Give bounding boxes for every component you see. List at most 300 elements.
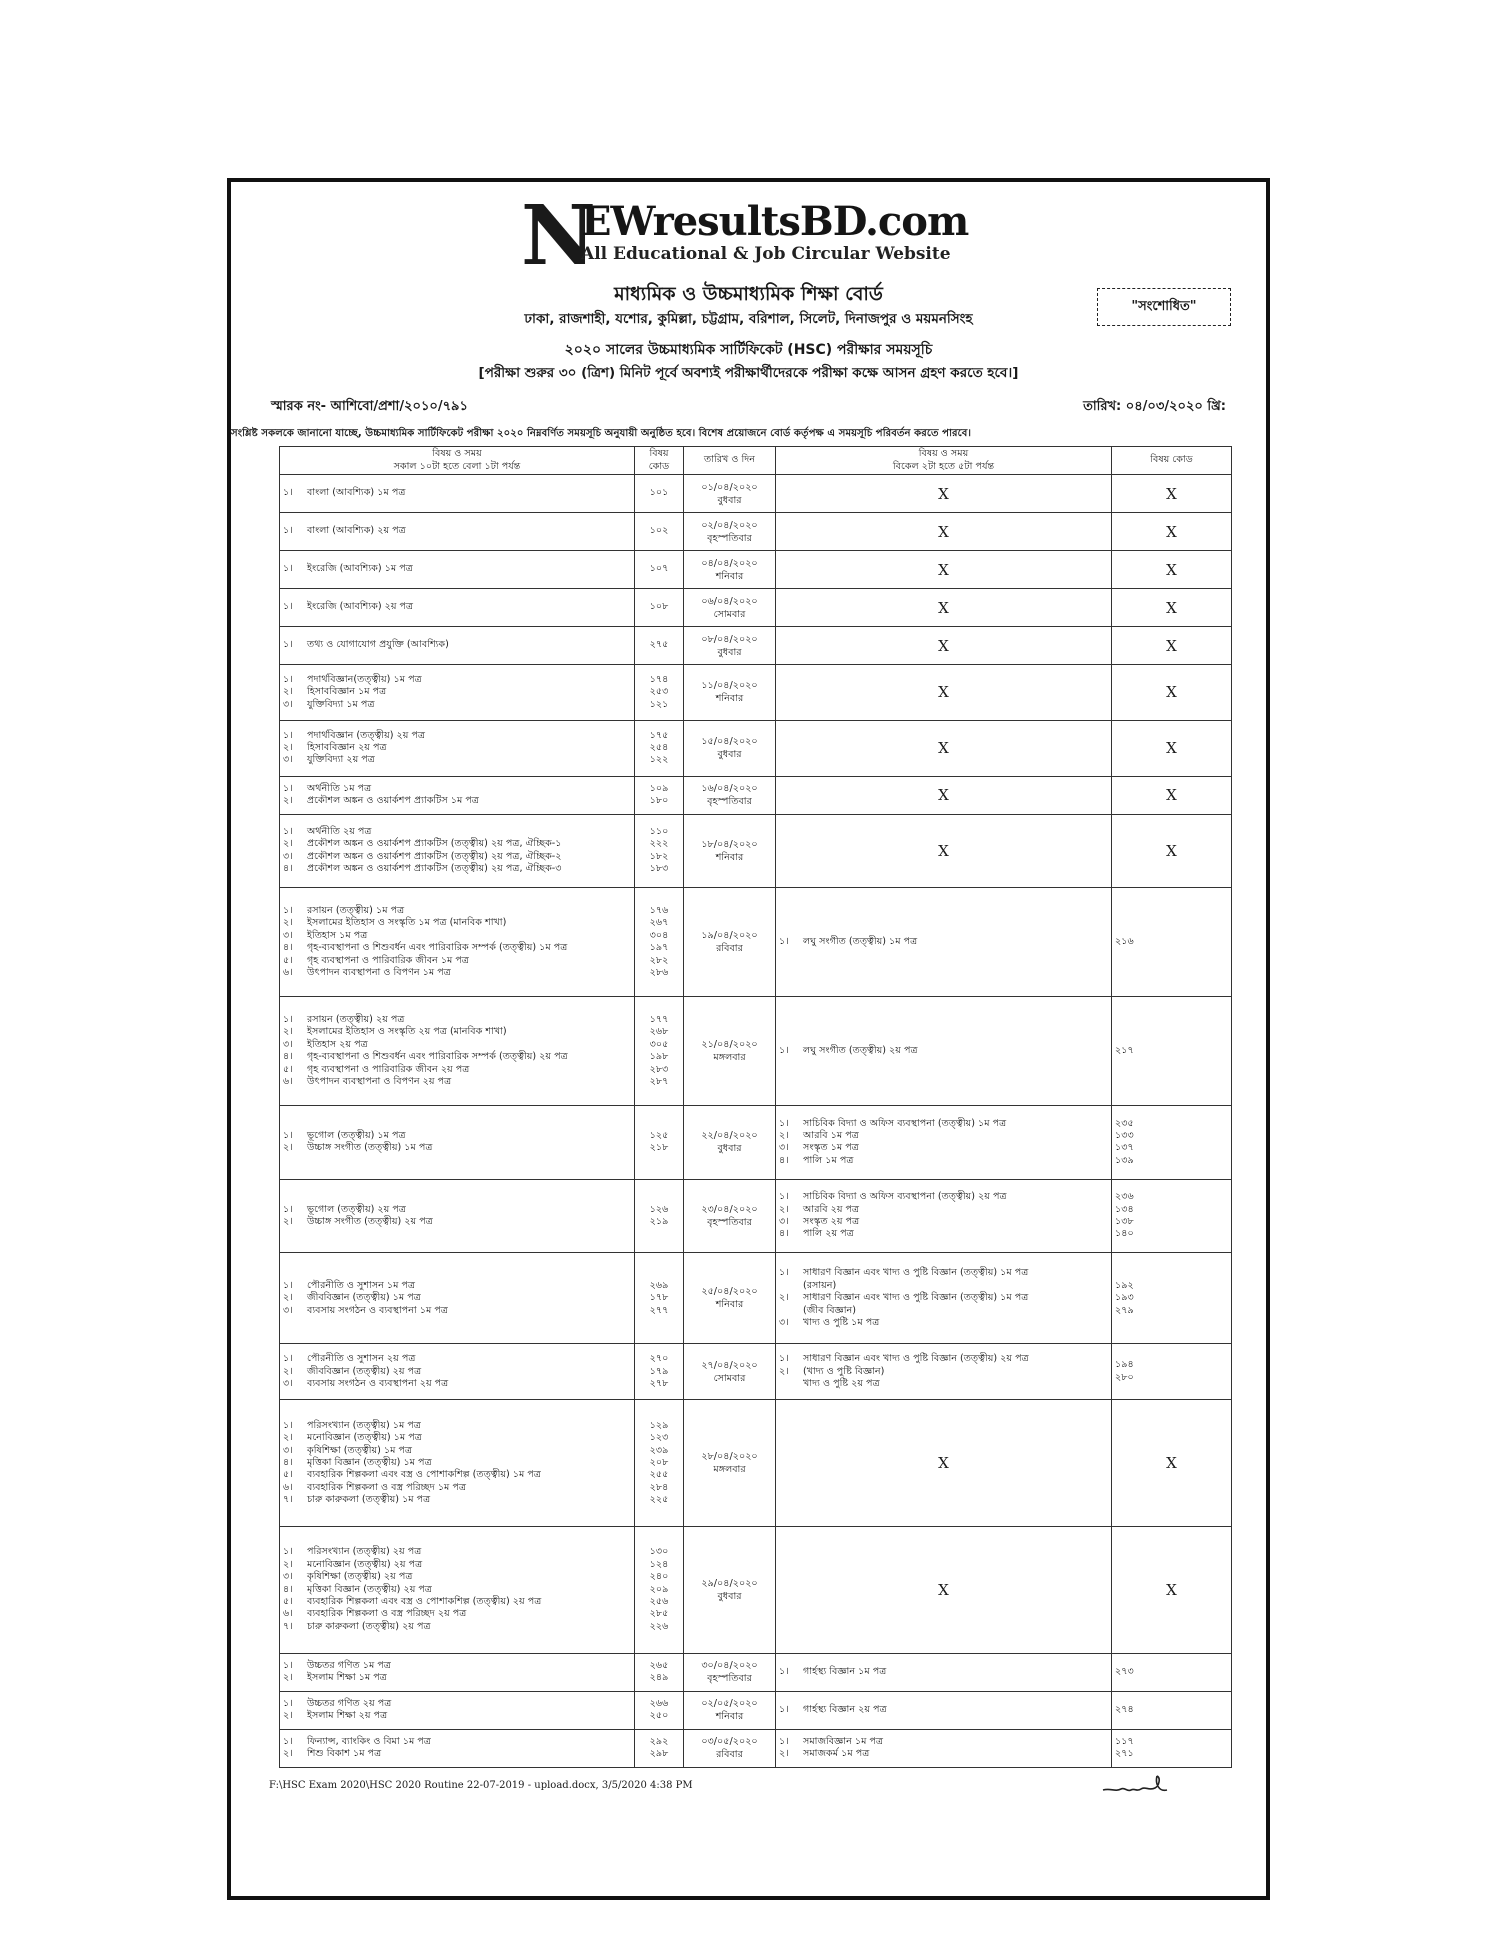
serial-number: ৩।: [779, 1316, 789, 1328]
afternoon-subject-code: ১৯৪: [1115, 1359, 1134, 1371]
subject-code: ২৯৮: [649, 1748, 669, 1760]
afternoon-subject-name: (রসায়ন): [803, 1279, 837, 1291]
subject-line: [283, 1559, 631, 1571]
subject-code: ২৫৩: [649, 686, 669, 698]
table-row: [280, 551, 1232, 589]
subject-line: [283, 525, 631, 537]
serial-number: ৩।: [283, 1304, 293, 1316]
subject-line: [283, 1432, 631, 1444]
subject-name: উচ্চতর গণিত ২য় পত্র: [307, 1697, 392, 1709]
afternoon-subject-name: সাচিবিক বিদ্যা ও অফিস ব্যবস্থাপনা (তত্ত্বীয়) ১ম পত্র: [803, 1117, 1007, 1129]
morning-subjects-cell: [280, 997, 635, 1106]
serial-number: ২।: [283, 838, 293, 850]
table-row: [280, 513, 1232, 551]
subject-code: ২৭৫: [649, 639, 669, 651]
exam-day: বৃহস্পতিবার: [707, 1673, 752, 1685]
table-row: [280, 1106, 1232, 1180]
afternoon-code-none-mark: X: [1112, 589, 1232, 627]
subject-code-cell: [635, 665, 684, 721]
morning-subjects-cell: [280, 1729, 635, 1767]
serial-number: ২।: [779, 1130, 789, 1142]
serial-number: ৫।: [283, 1596, 293, 1608]
table-row: [280, 888, 1232, 997]
routine-sheet: [227, 178, 1270, 1900]
subject-code: ১২১: [649, 698, 669, 710]
afternoon-subject-name: সংস্কৃত ২য় পত্র: [803, 1215, 860, 1227]
table-row: [280, 589, 1232, 627]
afternoon-code-cell: [1112, 1691, 1232, 1729]
afternoon-subject-line: [779, 1378, 1108, 1390]
afternoon-subject-name: আরবি ১ম পত্র: [803, 1130, 859, 1142]
morning-subjects-cell: [280, 1691, 635, 1729]
morning-subjects-cell: [280, 720, 635, 776]
afternoon-subjects-cell: [776, 1179, 1112, 1253]
subject-code-cell: [635, 720, 684, 776]
serial-number: ১।: [283, 639, 293, 651]
subject-line: [283, 1571, 631, 1583]
subject-code: ২৫৫: [649, 1469, 669, 1481]
morning-subjects-cell: [280, 513, 635, 551]
subject-code: ১৯৮: [649, 1051, 669, 1063]
table-row: [280, 1729, 1232, 1767]
serial-number: ৪।: [283, 942, 293, 954]
subject-name: মৃত্তিকা বিজ্ঞান (তত্ত্বীয়) ২য় পত্র: [307, 1583, 432, 1595]
table-row: [280, 776, 1232, 814]
table-row: [280, 997, 1232, 1106]
logo-mark: N: [521, 188, 592, 284]
exam-date-cell: [684, 1344, 776, 1400]
exam-date: ০১/০৪/২০২০: [701, 481, 758, 493]
afternoon-subject-name: গার্হস্থ্য বিজ্ঞান ২য় পত্র: [803, 1704, 887, 1716]
afternoon-subject-line: [779, 1305, 1108, 1317]
afternoon-subject-name: সংস্কৃত ১ম পত্র: [803, 1142, 859, 1154]
serial-number: ২।: [283, 686, 293, 698]
serial-number: ১।: [779, 1191, 789, 1203]
serial-number: ৩।: [779, 1215, 789, 1227]
morning-subjects-cell: [280, 1179, 635, 1253]
issue-date: তারিখ: ০৪/০৩/২০২০ খ্রি:: [1083, 399, 1226, 414]
afternoon-none-mark: X: [776, 551, 1112, 589]
table-row: [280, 814, 1232, 888]
subject-name: জীববিজ্ঞান (তত্ত্বীয়) ১ম পত্র: [307, 1292, 421, 1304]
afternoon-subject-code: ২৭৪: [1115, 1704, 1134, 1716]
subject-line: [283, 754, 631, 766]
subject-code: ২৮৭: [649, 1075, 669, 1087]
serial-number: ২।: [779, 1748, 789, 1760]
header-text: বিকেল ২টা হতে ৫টা পর্যন্ত: [892, 460, 995, 472]
table-row: [280, 1253, 1232, 1344]
afternoon-subjects-cell: [776, 997, 1112, 1106]
subject-code: ২৭৭: [649, 1304, 669, 1316]
serial-number: ৪।: [779, 1154, 789, 1166]
subject-line: [283, 730, 631, 742]
subject-code: ২৭০: [649, 1353, 669, 1365]
serial-number: ৬।: [283, 1608, 293, 1620]
table-header-row: [280, 447, 1232, 475]
serial-number: ২।: [283, 1710, 293, 1722]
subject-code: ১৮২: [649, 850, 669, 862]
subject-line: [283, 1366, 631, 1378]
afternoon-subject-code: ১৩৩: [1115, 1130, 1134, 1142]
subject-name: পৌরনীতি ও সুশাসন ২য় পত্র: [307, 1353, 416, 1365]
afternoon-subject-code: ১১৭: [1115, 1735, 1134, 1747]
exam-date: ০৪/০৪/২০২০: [701, 557, 758, 569]
subject-code-cell: [635, 1400, 684, 1527]
serial-number: ২।: [283, 742, 293, 754]
subject-line: [283, 1660, 631, 1672]
afternoon-subject-name: সমাজকর্ম ১ম পত্র: [803, 1748, 870, 1760]
afternoon-subject-code: ২৩৬: [1115, 1191, 1134, 1203]
subject-name: শিশু বিকাশ ১ম পত্র: [307, 1748, 382, 1760]
subject-code: ২০৮: [649, 1456, 669, 1468]
morning-subjects-cell: [280, 1653, 635, 1691]
afternoon-subject-name: সাধারণ বিজ্ঞান এবং খাদ্য ও পুষ্টি বিজ্ঞান (তত্ত্বীয়) ১ম পত্র: [803, 1292, 1029, 1304]
afternoon-subject-line: [779, 1366, 1108, 1378]
subject-name: মনোবিজ্ঞান (তত্ত্বীয়) ১ম পত্র: [307, 1432, 422, 1444]
exam-date-cell: [684, 589, 776, 627]
subject-line: [283, 1546, 631, 1558]
subject-code: ১২৯: [649, 1419, 669, 1431]
subject-line: [283, 1457, 631, 1469]
afternoon-code-none-mark: X: [1112, 1400, 1232, 1527]
exam-date: ২২/০৪/২০২০: [701, 1130, 758, 1142]
afternoon-subjects-cell: [776, 888, 1112, 997]
afternoon-none-mark: X: [776, 513, 1112, 551]
table-row: [280, 720, 1232, 776]
serial-number: ৪।: [283, 1051, 293, 1063]
exam-date-cell: [684, 475, 776, 513]
subject-code: ২৬৮: [649, 1026, 669, 1038]
subject-code: ২৬৯: [649, 1279, 669, 1291]
exam-day: শনিবার: [715, 693, 744, 705]
subject-code: ১২২: [649, 754, 669, 766]
routine-body: [280, 475, 1232, 1768]
serial-number: ১।: [283, 563, 293, 575]
afternoon-subject-line: [779, 1317, 1108, 1329]
subject-code: ১৭৫: [649, 729, 669, 741]
serial-number: ১।: [779, 1666, 789, 1678]
subject-name: পদার্থবিজ্ঞান (তত্ত্বীয়) ২য় পত্র: [307, 729, 426, 741]
serial-number: ৩।: [283, 850, 293, 862]
serial-number: ১।: [779, 1044, 789, 1056]
afternoon-subjects-cell: [776, 1253, 1112, 1344]
subject-code-cell: [635, 814, 684, 888]
afternoon-subject-name: সাচিবিক বিদ্যা ও অফিস ব্যবস্থাপনা (তত্ত্বীয়) ২য় পত্র: [803, 1191, 1007, 1203]
serial-number: ২।: [283, 917, 293, 929]
afternoon-subjects-cell: [776, 1691, 1112, 1729]
table-row: [280, 1400, 1232, 1527]
subject-line: [283, 863, 631, 875]
subject-line: [283, 1353, 631, 1365]
table-row: [280, 1653, 1232, 1691]
serial-number: ১।: [283, 1013, 293, 1025]
subject-name: কৃষিশিক্ষা (তত্ত্বীয়) ২য় পত্র: [307, 1571, 413, 1583]
exam-date: ১৬/০৪/২০২০: [701, 783, 758, 795]
subject-line: [283, 1608, 631, 1620]
afternoon-subject-name: আরবি ২য় পত্র: [803, 1203, 860, 1215]
subject-name: গৃহ-ব্যবস্থাপনা ও শিশুবর্ধন এবং পারিবারিক সম্পর্ক (তত্ত্বীয়) ১ম পত্র: [307, 942, 568, 954]
exam-day: রবিবার: [716, 943, 743, 955]
subject-line: [283, 1482, 631, 1494]
serial-number: ১।: [779, 1353, 789, 1365]
exam-date-cell: [684, 513, 776, 551]
subject-name: ইতিহাস ২য় পত্র: [307, 1038, 368, 1050]
serial-number: ৩।: [283, 754, 293, 766]
subject-code: ২৩৯: [649, 1444, 669, 1456]
afternoon-subject-code: ২৩৫: [1115, 1117, 1134, 1129]
exam-day: মঙ্গলবার: [713, 1052, 746, 1064]
subject-code: ২৮৩: [649, 1063, 669, 1075]
subject-name: পরিসংখ্যান (তত্ত্বীয়) ১ম পত্র: [307, 1419, 421, 1431]
subject-line: [283, 1051, 631, 1063]
afternoon-code-none-mark: X: [1112, 665, 1232, 721]
subject-name: উৎপাদন ব্যবস্থাপনা ও বিপণন ১ম পত্র: [307, 966, 451, 978]
afternoon-subject-line: [779, 1736, 1108, 1748]
header-text: তারিখ ও দিন: [704, 454, 755, 466]
subject-name: ইসলামের ইতিহাস ও সংস্কৃতি ২য় পত্র (মানবিক শাখা): [307, 1026, 507, 1038]
exam-date: ২৭/০৪/২০২০: [701, 1359, 758, 1371]
subject-name: ইংরেজি (আবশ্যিক) ১ম পত্র: [307, 563, 413, 575]
afternoon-code-cell: [1112, 1729, 1232, 1767]
subject-line: [283, 563, 631, 575]
serial-number: ২।: [779, 1365, 789, 1377]
subject-name: চারু কারুকলা (তত্ত্বীয়) ১ম পত্র: [307, 1494, 431, 1506]
exam-date-cell: [684, 1400, 776, 1527]
table-row: [280, 665, 1232, 721]
serial-number: ৩।: [283, 929, 293, 941]
morning-subjects-cell: [280, 551, 635, 589]
serial-number: ২।: [283, 1142, 293, 1154]
subject-code: ১২৬: [649, 1203, 669, 1215]
serial-number: ১।: [283, 1659, 293, 1671]
afternoon-none-mark: X: [776, 475, 1112, 513]
subject-name: হিসাববিজ্ঞান ২য় পত্র: [307, 742, 387, 754]
serial-number: ১।: [283, 601, 293, 613]
exam-date: ২১/০৪/২০২০: [701, 1039, 758, 1051]
subject-line: [283, 1064, 631, 1076]
subject-name: ব্যবসায় সংগঠন ও ব্যবস্থাপনা ১ম পত্র: [307, 1304, 448, 1316]
exam-date-cell: [684, 627, 776, 665]
afternoon-subject-name: সমাজবিজ্ঞান ১ম পত্র: [803, 1735, 884, 1747]
subject-line: [283, 1420, 631, 1432]
afternoon-code-cell: [1112, 1653, 1232, 1691]
subject-line: [283, 1130, 631, 1142]
subject-line: [283, 930, 631, 942]
afternoon-none-mark: X: [776, 776, 1112, 814]
morning-subjects-cell: [280, 1344, 635, 1400]
subject-name: প্রকৌশল অঙ্কন ও ওয়ার্কশপ প্র্যাকটিস ১ম পত্র: [307, 795, 479, 807]
subject-code: ১০১: [649, 487, 669, 499]
serial-number: ১।: [283, 1353, 293, 1365]
header-afternoon-code: [1112, 447, 1232, 475]
board-title: মাধ্যমিক ও উচ্চমাধ্যমিক শিক্ষা বোর্ড: [614, 283, 883, 305]
memo-number: স্মারক নং- আশিবো/প্রশা/২০১০/৭৯১: [271, 399, 468, 414]
header-text: বিষয় কোড: [1150, 454, 1193, 466]
exam-date-cell: [684, 720, 776, 776]
afternoon-code-none-mark: X: [1112, 627, 1232, 665]
routine-table: [279, 446, 1232, 1768]
afternoon-subject-line: [779, 1280, 1108, 1292]
exam-date-cell: [684, 1691, 776, 1729]
afternoon-subject-name: খাদ্য ও পুষ্টি ২য় পত্র: [803, 1378, 880, 1390]
exam-day: বৃহস্পতিবার: [707, 796, 752, 808]
morning-subjects-cell: [280, 776, 635, 814]
subject-code: ১০৯: [649, 782, 669, 794]
exam-date-cell: [684, 551, 776, 589]
serial-number: ৫।: [283, 1469, 293, 1481]
subject-line: [283, 795, 631, 807]
table-row: [280, 1179, 1232, 1253]
afternoon-subject-line: [779, 1204, 1108, 1216]
exam-date-cell: [684, 814, 776, 888]
afternoon-code-cell: [1112, 1253, 1232, 1344]
serial-number: ২।: [283, 1672, 293, 1684]
exam-date-cell: [684, 1179, 776, 1253]
afternoon-subjects-cell: [776, 1344, 1112, 1400]
afternoon-subjects-cell: [776, 1653, 1112, 1691]
afternoon-code-none-mark: X: [1112, 720, 1232, 776]
afternoon-subject-line: [779, 1228, 1108, 1240]
subject-code: ২৯২: [649, 1735, 669, 1747]
serial-number: ২।: [283, 1365, 293, 1377]
subject-line: [283, 699, 631, 711]
afternoon-subject-line: [779, 1045, 1108, 1057]
subject-code-cell: [635, 888, 684, 997]
header-text: সকাল ১০টা হতে বেলা ১টা পর্যন্ত: [393, 460, 521, 472]
exam-day: বুধবার: [717, 494, 742, 506]
afternoon-none-mark: X: [776, 665, 1112, 721]
exam-day: বুধবার: [717, 1143, 742, 1155]
serial-number: ৩।: [283, 1571, 293, 1583]
subject-code: ২৬৬: [649, 1697, 669, 1709]
serial-number: ১।: [283, 673, 293, 685]
table-row: [280, 627, 1232, 665]
serial-number: ১।: [283, 1279, 293, 1291]
exam-day: বুধবার: [717, 1590, 742, 1602]
exam-date-cell: [684, 888, 776, 997]
exam-date: ০৬/০৪/২০২০: [701, 595, 758, 607]
afternoon-subjects-cell: [776, 1729, 1112, 1767]
subject-name: বাংলা (আবশ্যিক) ১ম পত্র: [307, 487, 406, 499]
serial-number: ২।: [283, 1432, 293, 1444]
afternoon-subject-line: [779, 1155, 1108, 1167]
morning-subjects-cell: [280, 665, 635, 721]
exam-date: ১১/০৪/২০২০: [701, 680, 758, 692]
afternoon-none-mark: X: [776, 627, 1112, 665]
exam-date: ২৯/০৪/২০২০: [701, 1577, 758, 1589]
revised-badge: "সংশোধিত": [1097, 288, 1231, 326]
afternoon-subject-line: [779, 936, 1108, 948]
subject-line: [283, 1710, 631, 1722]
subject-line: [283, 1026, 631, 1038]
afternoon-code-cell: [1112, 1106, 1232, 1180]
subject-line: [283, 1014, 631, 1026]
file-path: F:\HSC Exam 2020\HSC 2020 Routine 22-07-2019 - upload.docx, 3/5/2020 4:38 PM: [269, 1780, 693, 1791]
routine-note: [পরীক্ষা শুরুর ৩০ (ত্রিশ) মিনিট পূর্বে অবশ্যই পরীক্ষার্থীদেরকে পরীক্ষা কক্ষে আসন গ্রহণ করতে হবে।]: [478, 365, 1019, 381]
subject-name: রসায়ন (তত্ত্বীয়) ২য় পত্র: [307, 1013, 405, 1025]
subject-line: [283, 851, 631, 863]
subject-line: [283, 917, 631, 929]
afternoon-subject-name: খাদ্য ও পুষ্টি ১ম পত্র: [803, 1316, 880, 1328]
serial-number: ২।: [283, 1558, 293, 1570]
afternoon-subject-code: ১৩৮: [1115, 1215, 1134, 1227]
afternoon-subject-line: [779, 1748, 1108, 1760]
subject-name: মনোবিজ্ঞান (তত্ত্বীয়) ২য় পত্র: [307, 1558, 423, 1570]
serial-number: ৭।: [283, 1620, 293, 1632]
afternoon-subject-line: [779, 1191, 1108, 1203]
subject-code: ২৮৫: [649, 1608, 669, 1620]
subject-code-cell: [635, 513, 684, 551]
afternoon-code-none-mark: X: [1112, 551, 1232, 589]
subject-name: পদার্থবিজ্ঞান(তত্ত্বীয়) ১ম পত্র: [307, 673, 422, 685]
serial-number: ১।: [283, 525, 293, 537]
serial-number: ২।: [779, 1203, 789, 1215]
table-row: [280, 475, 1232, 513]
subject-name: ব্যবহারিক শিল্পকলা ও বস্ত্র পরিচ্ছদ ১ম পত্র: [307, 1481, 466, 1493]
subject-name: গৃহ ব্যবস্থাপনা ও পারিবারিক জীবন ২য় পত্র: [307, 1063, 470, 1075]
subject-line: [283, 686, 631, 698]
subject-name: ভূগোল (তত্ত্বীয়) ১ম পত্র: [307, 1130, 406, 1142]
subject-line: [283, 1216, 631, 1228]
subject-line: [283, 1076, 631, 1088]
exam-date-cell: [684, 1526, 776, 1653]
afternoon-subject-line: [779, 1142, 1108, 1154]
afternoon-code-none-mark: X: [1112, 513, 1232, 551]
serial-number: ১।: [283, 1203, 293, 1215]
afternoon-none-mark: X: [776, 720, 1112, 776]
afternoon-subject-code: ১৪০: [1115, 1228, 1134, 1240]
morning-subjects-cell: [280, 1526, 635, 1653]
subject-line: [283, 639, 631, 651]
serial-number: ১।: [283, 1130, 293, 1142]
afternoon-subject-line: [779, 1292, 1108, 1304]
afternoon-subject-code: ২৭৩: [1115, 1666, 1134, 1678]
subject-line: [283, 1494, 631, 1506]
subject-name: ফিন্যান্স, ব্যাংকিং ও বিমা ১ম পত্র: [307, 1735, 431, 1747]
subject-line: [283, 601, 631, 613]
exam-date: ০২/০৪/২০২০: [701, 519, 758, 531]
exam-date-cell: [684, 665, 776, 721]
afternoon-subject-code: ২১৭: [1115, 1044, 1134, 1056]
afternoon-subject-name: গার্হস্থ্য বিজ্ঞান ১ম পত্র: [803, 1666, 887, 1678]
serial-number: ১।: [283, 1546, 293, 1558]
serial-number: ৩।: [779, 1142, 789, 1154]
exam-date-cell: [684, 1106, 776, 1180]
subject-code: ২০৯: [649, 1583, 669, 1595]
site-logo[interactable]: [521, 188, 991, 284]
afternoon-subject-code: ২১৬: [1115, 935, 1134, 947]
subject-line: [283, 1748, 631, 1760]
subject-code: ২৮৪: [649, 1481, 669, 1493]
subject-line: [283, 826, 631, 838]
subject-code: ২২২: [649, 838, 669, 850]
subject-name: প্রকৌশল অঙ্কন ও ওয়ার্কশপ প্র্যাকটিস (তত্ত্বীয়) ২য় পত্র, ঐচ্ছিক-৩: [307, 863, 562, 875]
serial-number: ৩।: [283, 1378, 293, 1390]
morning-subjects-cell: [280, 1253, 635, 1344]
exam-date: ২৮/০৪/২০২০: [701, 1451, 758, 1463]
subject-name: পৌরনীতি ও সুশাসন ১ম পত্র: [307, 1279, 416, 1291]
afternoon-subject-code: ১৩৯: [1115, 1154, 1134, 1166]
subject-line: [283, 1142, 631, 1154]
header-text: বিষয়: [649, 448, 669, 460]
subject-code: ১৮০: [649, 795, 669, 807]
afternoon-subject-name: লঘু সংগীত (তত্ত্বীয়) ২য় পত্র: [803, 1044, 918, 1056]
morning-subjects-cell: [280, 589, 635, 627]
subject-code: ১১০: [649, 826, 669, 838]
serial-number: ১।: [283, 487, 293, 499]
subject-line: [283, 967, 631, 979]
exam-date: ০২/০৫/২০২০: [701, 1698, 758, 1710]
